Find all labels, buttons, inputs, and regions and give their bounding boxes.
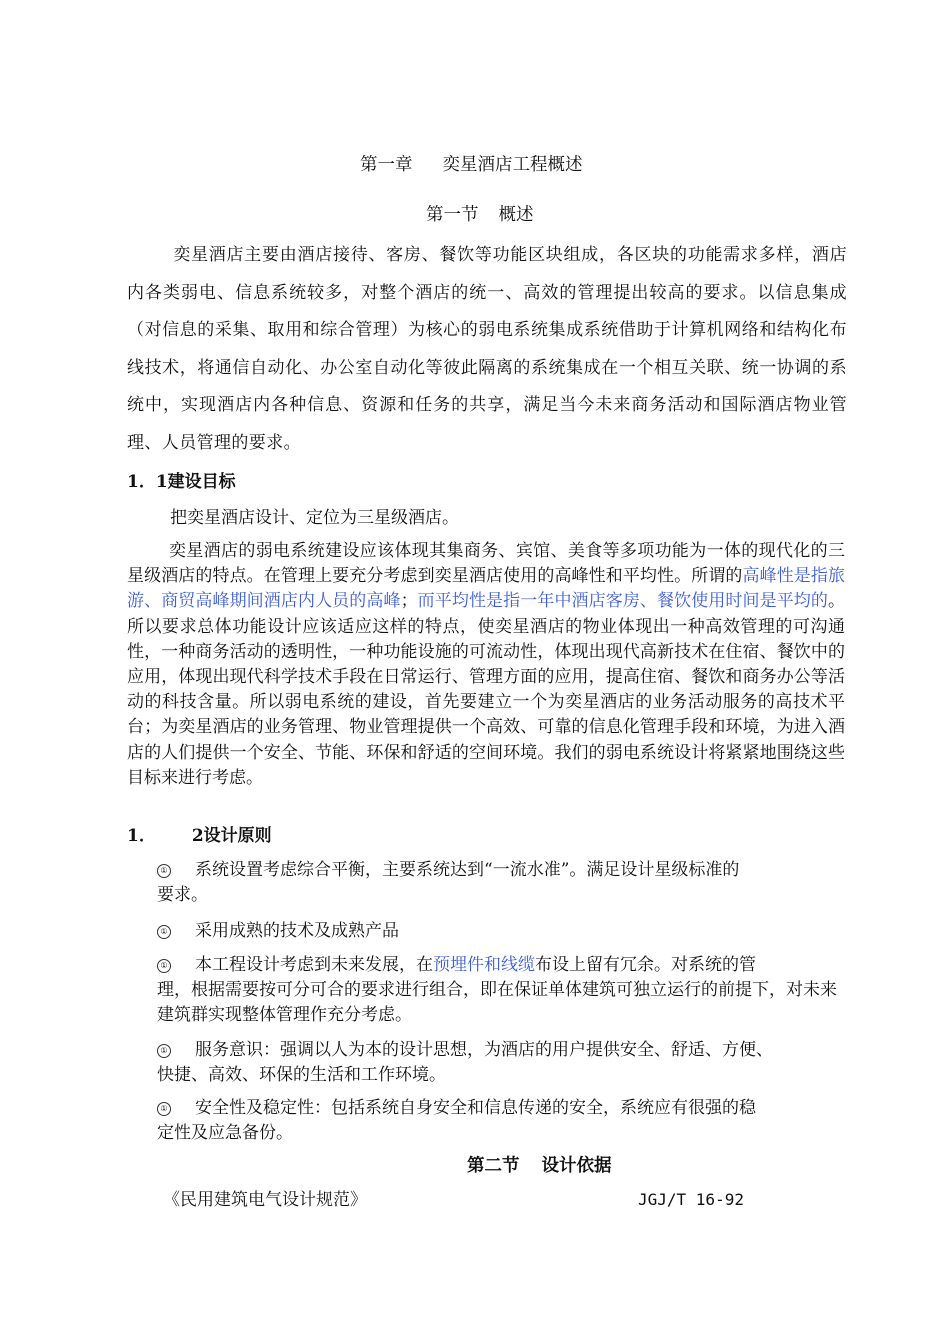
embedded-parts-link[interactable]: 预埋件和线缆 bbox=[433, 955, 535, 975]
principle-2-text: 采用成熟的技术及成熟产品 bbox=[195, 921, 399, 941]
principle-item-1 bbox=[157, 858, 847, 908]
section-1-number: 第一节 bbox=[426, 205, 479, 225]
principle-3-text-post: 布设上留有冗余。对系统的管 bbox=[535, 955, 756, 975]
clock-bullet-icon: ① bbox=[157, 959, 171, 973]
goal-heading-number: 1．1 bbox=[127, 472, 168, 492]
chapter-number: 第一章 bbox=[360, 155, 413, 175]
section-2-title-text: 设计依据 bbox=[541, 1156, 612, 1176]
goal-intro: 把奕星酒店设计、定位为三星级酒店。 bbox=[170, 508, 459, 528]
principles-heading-number: 1． bbox=[127, 826, 156, 846]
principle-3-text-pre: 本工程设计考虑到未来发展，在 bbox=[195, 955, 433, 975]
clock-bullet-icon: ① bbox=[157, 1044, 171, 1058]
principle-item-4 bbox=[157, 1038, 847, 1088]
principle-1-continuation: 要求。 bbox=[157, 885, 208, 905]
principle-4-continuation: 快捷、高效、环保的生活和工作环境。 bbox=[157, 1065, 446, 1085]
goal-separator: ； bbox=[400, 591, 418, 612]
chapter-title-text: 奕星酒店工程概述 bbox=[442, 155, 583, 175]
section-2-number: 第二节 bbox=[467, 1156, 520, 1176]
principles-heading bbox=[127, 826, 272, 846]
section-1-title bbox=[426, 205, 534, 225]
principle-1-text: 系统设置考虑综合平衡，主要系统达到“一流水准”。满足设计星级标准的 bbox=[195, 860, 740, 880]
principle-3-continuation: 理，根据需要按可分可合的要求进行组合，即在保证单体建筑可独立运行的前提下，对未来建筑群实现整体管理作充分考虑。 bbox=[157, 980, 837, 1025]
goal-paragraph-text-b: 。所以要求总体功能设计应该适应这样的特点，使奕星酒店的物业体现出一种高效管理的可沟通性，一种商务活动的透明性，一种功能设施的可流动性，体现出现代高新技术在住宿、餐饮中的应用，体现出现代科学技术手段在日常运行、管理方面的应用，提高住宿、餐饮和商务办公等活动的科技含量。所以弱电系统的建设，首先要建立一个为奕星酒店的业务活动服务的高技术平台；为奕星酒店的业务管理、物业管理提供一个高效、可靠的信息化管理手段和环境，为进入酒店的人们提供一个安全、节能、环保和舒适的空间环境。我们的弱电系统设计将紧紧地围绕这些目标来进行考虑。 bbox=[127, 591, 846, 788]
principle-item-2 bbox=[157, 919, 847, 944]
clock-bullet-icon: ① bbox=[157, 864, 171, 878]
principle-4-text: 服务意识：强调以人为本的设计思想，为酒店的用户提供安全、舒适、方便、 bbox=[195, 1040, 773, 1060]
goal-heading bbox=[127, 472, 236, 492]
reference-title: 《民用建筑电气设计规范》 bbox=[163, 1190, 367, 1210]
overview-text: 奕星酒店主要由酒店接待、客房、餐饮等功能区块组成，各区块的功能需求多样，酒店内各类弱电、信息系统较多，对整个酒店的统一、高效的管理提出较高的要求。以信息集成（对信息的采集、取用和综合管理）为核心的弱电系统集成系统借助于计算机网络和结构化布线技术，将通信自动化、办公室自动化等彼此隔离的系统集成在一个相互关联、统一协调的系统中，实现酒店内各种信息、资源和任务的共享，满足当今未来商务活动和国际酒店物业管理、人员管理的要求。 bbox=[127, 245, 847, 453]
clock-bullet-icon: ① bbox=[157, 925, 171, 939]
principle-item-5 bbox=[157, 1096, 847, 1146]
chapter-title bbox=[360, 155, 583, 175]
reference-code: JGJ/T 16-92 bbox=[638, 1190, 744, 1209]
section-2-title bbox=[467, 1156, 612, 1176]
peak-definition-link[interactable]: 高峰性是指旅游、商贸高峰期间酒店内人员的高峰 bbox=[127, 566, 846, 612]
goal-paragraph-text-a: 奕星酒店的弱电系统建设应该体现其集商务、宾馆、美食等多项功能为一体的现代化的三星级酒店的特点。在管理上要充分考虑到奕星酒店使用的高峰性和平均性。所谓的 bbox=[127, 541, 845, 587]
principle-item-3 bbox=[157, 953, 847, 1028]
goal-heading-text: 建设目标 bbox=[167, 472, 236, 492]
principle-5-continuation: 定性及应急备份。 bbox=[157, 1123, 293, 1143]
average-definition-link[interactable]: 而平均性是指一年中酒店客房、餐饮使用时间是平均的 bbox=[417, 591, 829, 612]
principles-heading-text: 2设计原则 bbox=[191, 826, 272, 846]
goal-paragraph bbox=[127, 539, 845, 791]
overview-paragraph bbox=[127, 237, 847, 462]
clock-bullet-icon: ① bbox=[157, 1102, 171, 1116]
principle-5-text: 安全性及稳定性：包括系统自身安全和信息传递的安全，系统应有很强的稳 bbox=[195, 1098, 756, 1118]
section-1-title-text: 概述 bbox=[498, 205, 534, 225]
